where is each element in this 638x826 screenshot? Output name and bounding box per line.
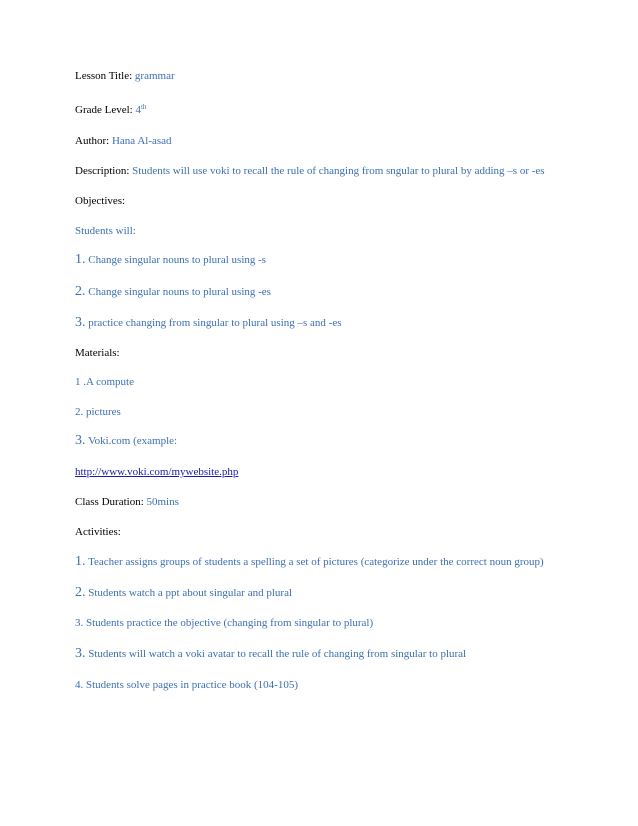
- activity-number: 2.: [75, 585, 86, 600]
- activities-heading: Activities:: [75, 526, 121, 538]
- material-text: Voki.com (example:: [88, 435, 178, 447]
- description-value: Students will use voki to recall the rule of changing from sngular to plural by adding –s or -es: [132, 165, 545, 177]
- voki-example-link[interactable]: http://www.voki.com/mywebsite.php: [75, 466, 239, 478]
- author-line: [75, 134, 172, 148]
- objective-number: 1.: [75, 252, 86, 267]
- activity-text: Students will watch a voki avatar to recall the rule of changing from singular to plural: [88, 648, 467, 660]
- lesson-title-line: [75, 69, 175, 83]
- activity-item: [75, 555, 544, 569]
- activity-item: [75, 586, 292, 600]
- material-item: [75, 434, 177, 448]
- class-duration-value: 50mins: [146, 496, 179, 508]
- lesson-title-value: grammar: [134, 70, 175, 82]
- voki-link-line: [75, 465, 238, 479]
- author-label: Author:: [75, 135, 110, 147]
- class-duration-line: [75, 495, 179, 509]
- material-number: 3.: [75, 433, 86, 448]
- material-item: 2. pictures: [75, 406, 121, 418]
- materials-heading: Materials:: [75, 347, 120, 359]
- grade-number: 4: [135, 104, 141, 116]
- activity-number: 3.: [75, 646, 86, 661]
- class-duration-label: Class Duration:: [75, 496, 144, 508]
- grade-level-line: [75, 103, 146, 117]
- objectives-intro: Students will:: [75, 225, 136, 237]
- description-label: Description:: [75, 165, 130, 177]
- objective-item: [75, 316, 342, 330]
- objective-text: Change singular nouns to plural using -es: [88, 286, 271, 298]
- objective-item: [75, 253, 266, 267]
- material-item: 1 .A compute: [75, 376, 134, 388]
- description-line: [75, 164, 545, 178]
- activity-text: Teacher assigns groups of students a spelling a set of pictures (categorize under the correct noun group): [88, 556, 544, 568]
- objective-number: 3.: [75, 315, 86, 330]
- activity-number: 1.: [75, 554, 86, 569]
- objective-number: 2.: [75, 284, 86, 299]
- grade-level-value: [135, 104, 146, 116]
- activity-item: [75, 647, 466, 661]
- activity-item: 4. Students solve pages in practice book (104-105): [75, 679, 299, 691]
- objective-item: [75, 285, 271, 299]
- objectives-heading: Objectives:: [75, 195, 126, 207]
- objective-text: Change singular nouns to plural using -s: [88, 254, 267, 266]
- lesson-title-label: Lesson Title:: [75, 70, 133, 82]
- activity-item: 3. Students practice the objective (changing from singular to plural): [75, 617, 374, 629]
- grade-level-label: Grade Level:: [75, 104, 133, 116]
- author-value: Hana Al-asad: [111, 135, 172, 147]
- grade-superscript: th: [140, 103, 147, 111]
- activity-text: Students watch a ppt about singular and plural: [88, 587, 293, 599]
- objective-text: practice changing from singular to plural using –s and -es: [88, 317, 342, 329]
